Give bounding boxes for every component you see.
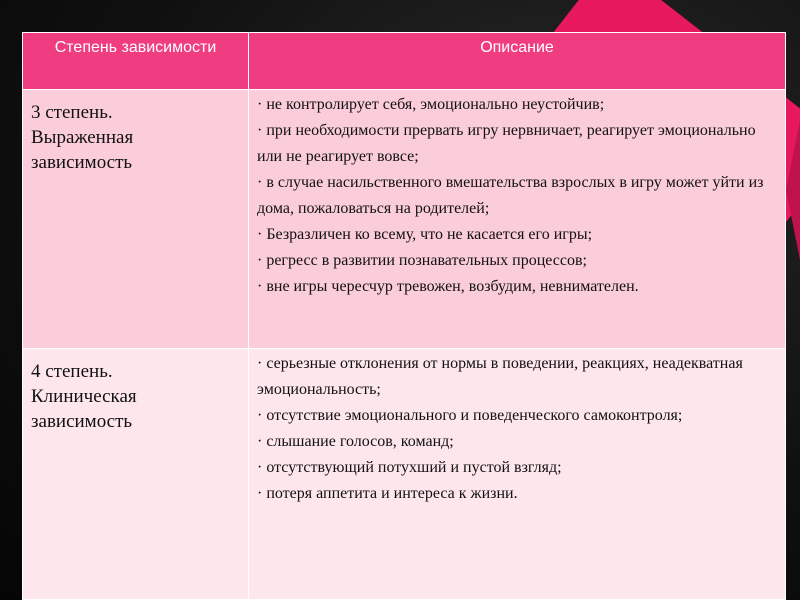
table-header-row — [23, 33, 786, 90]
list-item-text: отсутствие эмоционального и поведенческого самоконтроля; — [266, 407, 683, 424]
description-cell — [249, 90, 786, 349]
description-cell — [249, 349, 786, 600]
list-item-text: отсутствующий потухший и пустой взгляд; — [266, 459, 562, 476]
list-item: · слышание голосов, команд; — [257, 433, 454, 450]
description-list — [257, 92, 779, 300]
list-item-text: при необходимости прервать игру нервничает, реагирует эмоционально или не реагирует вовсе; — [257, 122, 756, 165]
level-cell — [23, 90, 249, 349]
list-item: · отсутствие эмоционального и поведенческого самоконтроля; — [257, 407, 683, 424]
list-item-text: регресс в развитии познавательных процессов; — [266, 252, 587, 269]
accent-edge-shape — [786, 120, 800, 260]
list-item-text: в случае насильственного вмешательства взрослых в игру может уйти из дома, пожаловаться на родителей; — [257, 174, 764, 217]
table-row — [23, 349, 786, 600]
list-item: · регресс в развитии познавательных процессов; — [257, 252, 587, 269]
header-level: Степень зависимости — [23, 33, 249, 90]
level-cell — [23, 349, 249, 600]
header-description: Описание — [249, 33, 786, 90]
list-item: · не контролирует себя, эмоционально неустойчив; — [257, 96, 605, 113]
list-item: · вне игры чересчур тревожен, возбудим, невнимателен. — [257, 278, 639, 295]
dependency-table — [22, 32, 786, 600]
list-item-text: слышание голосов, команд; — [266, 433, 454, 450]
level-line: зависимость — [31, 152, 133, 173]
level-line: 3 степень. — [31, 102, 113, 123]
list-item-text: не контролирует себя, эмоционально неустойчив; — [266, 96, 605, 113]
level-line: Клиническая — [31, 386, 137, 407]
level-line: 4 степень. — [31, 361, 113, 382]
list-item-text: Безразличен ко всему, что не касается его игры; — [266, 226, 593, 243]
list-item: · потеря аппетита и интереса к жизни. — [257, 485, 518, 502]
list-item-text: потеря аппетита и интереса к жизни. — [266, 485, 518, 502]
list-item: · серьезные отклонения от нормы в поведении, реакциях, неадекватная эмоциональность; — [257, 355, 743, 398]
level-line: Выраженная — [31, 127, 134, 148]
list-item: · при необходимости прервать игру нервничает, реагирует эмоционально или не реагирует вовсе; — [257, 122, 756, 165]
list-item: · отсутствующий потухший и пустой взгляд; — [257, 459, 562, 476]
list-item-text: серьезные отклонения от нормы в поведении, реакциях, неадекватная эмоциональность; — [257, 355, 743, 398]
list-item: · Безразличен ко всему, что не касается его игры; — [257, 226, 593, 243]
list-item: · в случае насильственного вмешательства взрослых в игру может уйти из дома, пожаловаться на родителей; — [257, 174, 764, 217]
description-list — [257, 351, 779, 507]
table-row — [23, 90, 786, 349]
list-item-text: вне игры чересчур тревожен, возбудим, невнимателен. — [266, 278, 639, 295]
level-line: зависимость — [31, 411, 133, 432]
